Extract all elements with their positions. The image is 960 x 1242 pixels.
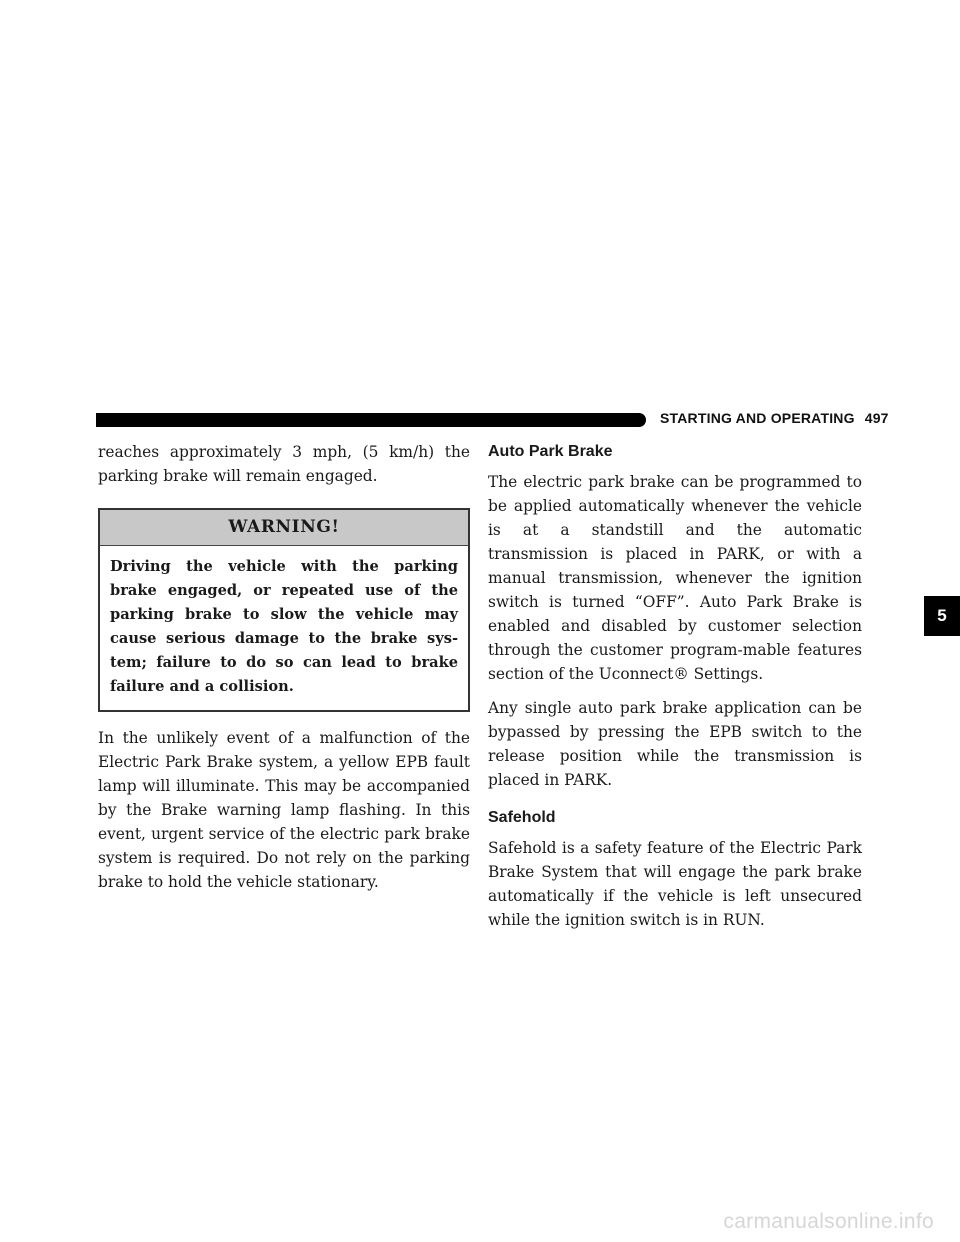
paragraph-safehold: Safehold is a safety feature of the Electric Park Brake System that will engage the park brake automatically if the vehicle is left unsecured while the ignition switch is in RUN. <box>488 839 862 929</box>
warning-title: WARNING! <box>100 510 468 546</box>
running-header <box>660 410 889 426</box>
paragraph-auto-park-brake-2: Any single auto park brake application can be bypassed by pressing the EPB switch to the release position while the transmission is placed in PARK. <box>488 699 862 789</box>
heading-auto-park-brake: Auto Park Brake <box>488 443 613 460</box>
paragraph-epb-fault: In the unlikely event of a malfunction of the Electric Park Brake system, a yellow EPB fault lamp will illuminate. This may be accompanied by the Brake warning lamp flashing. In this event, urgent service of the electric park brake system is required. Do not rely on the parking brake to hold the vehicle stationary. <box>98 729 470 891</box>
heading-safehold: Safehold <box>488 809 556 826</box>
header-rule <box>96 413 646 427</box>
paragraph-continuation: reaches approximately 3 mph, (5 km/h) the parking brake will remain engaged. <box>98 443 470 485</box>
paragraph-auto-park-brake-1: The electric park brake can be programmed to be applied automatically whenever the vehicle is at a standstill and the automatic transmission is placed in PARK, or with a manual transmission, whenever the ignition switch is turned “OFF”. Auto Park Brake is enabled and disabled by customer selection through the customer program-mable features section of the Uconnect® Settings. <box>488 473 862 683</box>
chapter-tab: 5 <box>924 596 960 636</box>
warning-box <box>98 508 470 712</box>
section-title: STARTING AND OPERATING <box>660 410 855 426</box>
right-column <box>488 440 862 932</box>
left-column <box>98 440 470 894</box>
page-number: 497 <box>864 410 889 426</box>
watermark: carmanualsonline.info <box>723 1210 934 1233</box>
warning-text: Driving the vehicle with the parking brake engaged, or repeated use of the parking brake to slow the vehicle may cause serious damage to the brake sys-tem; failure to do so can lead to brake failure and a collision. <box>110 558 458 695</box>
